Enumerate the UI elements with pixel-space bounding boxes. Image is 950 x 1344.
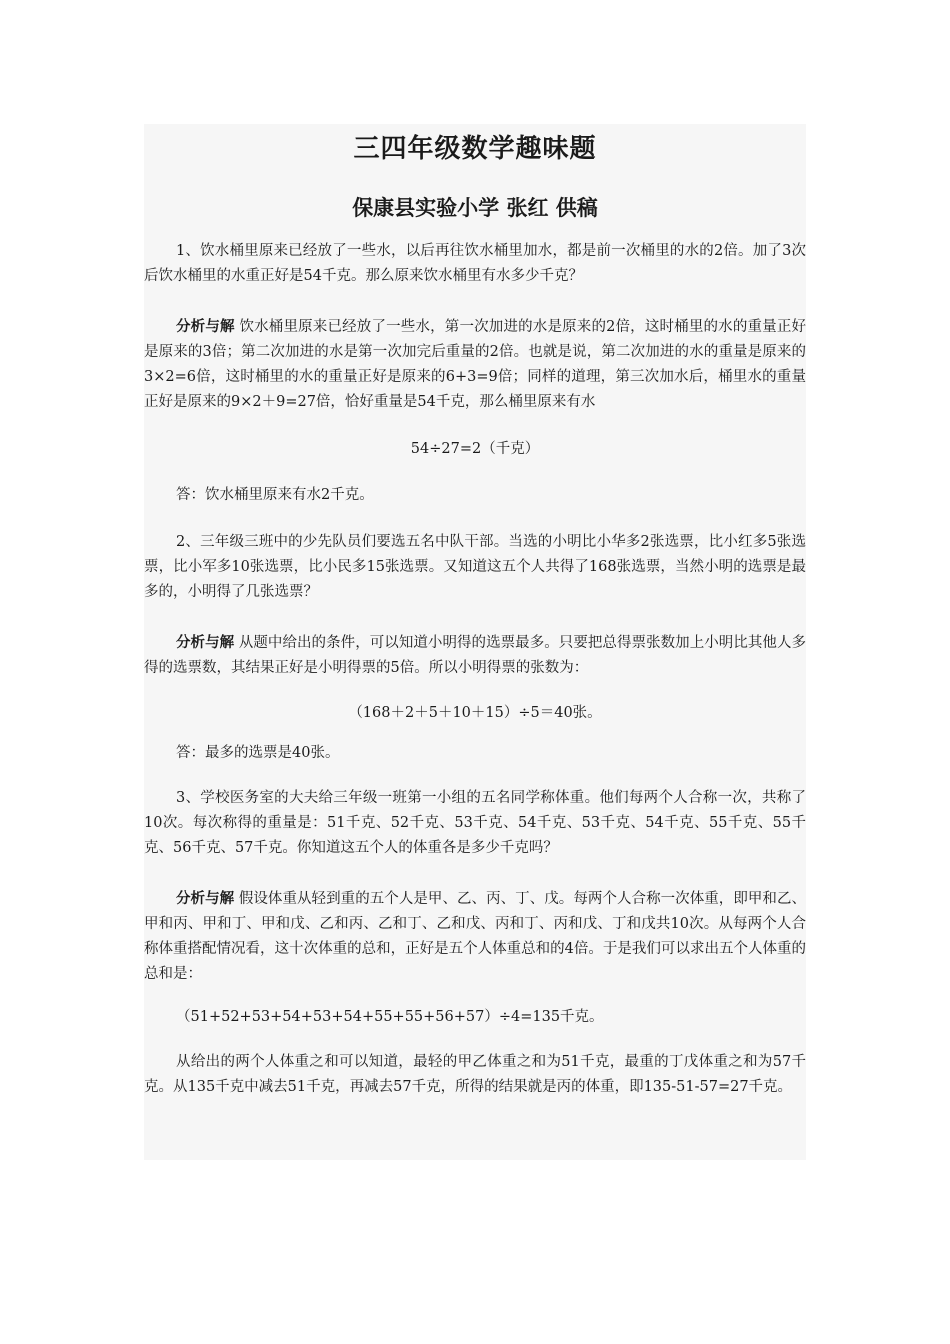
problem-2-formula: （168＋2＋5＋10＋15）÷5＝40张。 <box>348 705 602 721</box>
page-title: 三四年级数学趣味题 <box>353 134 597 164</box>
problem-2-question: 2、三年级三班中的少先队员们要选五名中队干部。当选的小明比小华多2张选票，比小红多5张选票，比小军多10张选票，比小民多15张选票。又知道这五个人共得了168张选票，当然小明的选票是最多的，小明得了几张选票？ <box>144 534 806 600</box>
problem-2-analysis <box>144 630 806 681</box>
problem-2-answer: 答：最多的选票是40张。 <box>176 745 340 761</box>
problem-1-analysis-label: 分析与解 <box>176 318 235 335</box>
problem-1-analysis-text: 饮水桶里原来已经放了一些水，第一次加进的水是原来的2倍，这时桶里的水的重量正好是原来的3倍；第二次加进的水是第一次加完后重量的2倍。也就是说，第二次加进的水的重量是原来的3×2=6倍，这时桶里的水的重量正好是原来的6+3=9倍；同样的道理，第三次加水后，桶里水的重量正好是原来的9×2＋9=27倍，恰好重量是54千克，那么桶里原来有水 <box>144 319 806 410</box>
problem-3-question: 3、学校医务室的大夫给三年级一班第一小组的五名同学称体重。他们每两个人合称一次，共称了10次。每次称得的重量是：51千克、52千克、53千克、54千克、53千克、54千克、55千克、55千克、56千克、57千克。你知道这五个人的体重各是多少千克吗？ <box>144 790 806 856</box>
problem-3-analysis <box>144 886 806 987</box>
page-subtitle: 保康县实验小学 张红 供稿 <box>352 195 598 220</box>
problem-1-question: 1、饮水桶里原来已经放了一些水，以后再往饮水桶里加水，都是前一次桶里的水的2倍。加了3次后饮水桶里的水重正好是54千克。那么原来饮水桶里有水多少千克？ <box>144 243 806 284</box>
problem-3-analysis-text: 假设体重从轻到重的五个人是甲、乙、丙、丁、戊。每两个人合称一次体重，即甲和乙、甲和丙、甲和丁、甲和戊、乙和丙、乙和丁、乙和戊、丙和丁、丙和戊、丁和戊共10次。从每两个人合称体重搭配情况看，这十次体重的总和，正好是五个人体重总和的4倍。于是我们可以求出五个人体重的总和是： <box>144 891 807 982</box>
problem-3-continuation: 从给出的两个人体重之和可以知道，最轻的甲乙体重之和为51千克，最重的丁戊体重之和为57千克。从135千克中减去51千克，再减去57千克，所得的结果就是丙的体重，即135-51-57=27千克。 <box>144 1054 806 1095</box>
problem-1-formula: 54÷27=2（千克） <box>410 441 540 457</box>
problem-3-analysis-label: 分析与解 <box>176 890 235 907</box>
document-page <box>144 124 806 1160</box>
problem-1-analysis <box>144 314 806 415</box>
problem-3-formula: （51+52+53+54+53+54+55+55+56+57）÷4=135千克。 <box>176 1009 604 1025</box>
problem-2-analysis-label: 分析与解 <box>176 634 235 651</box>
problem-2-analysis-text: 从题中给出的条件，可以知道小明得的选票最多。只要把总得票张数加上小明比其他人多得的选票数，其结果正好是小明得票的5倍。所以小明得票的张数为： <box>144 635 807 676</box>
problem-1-answer: 答：饮水桶里原来有水2千克。 <box>176 487 374 503</box>
